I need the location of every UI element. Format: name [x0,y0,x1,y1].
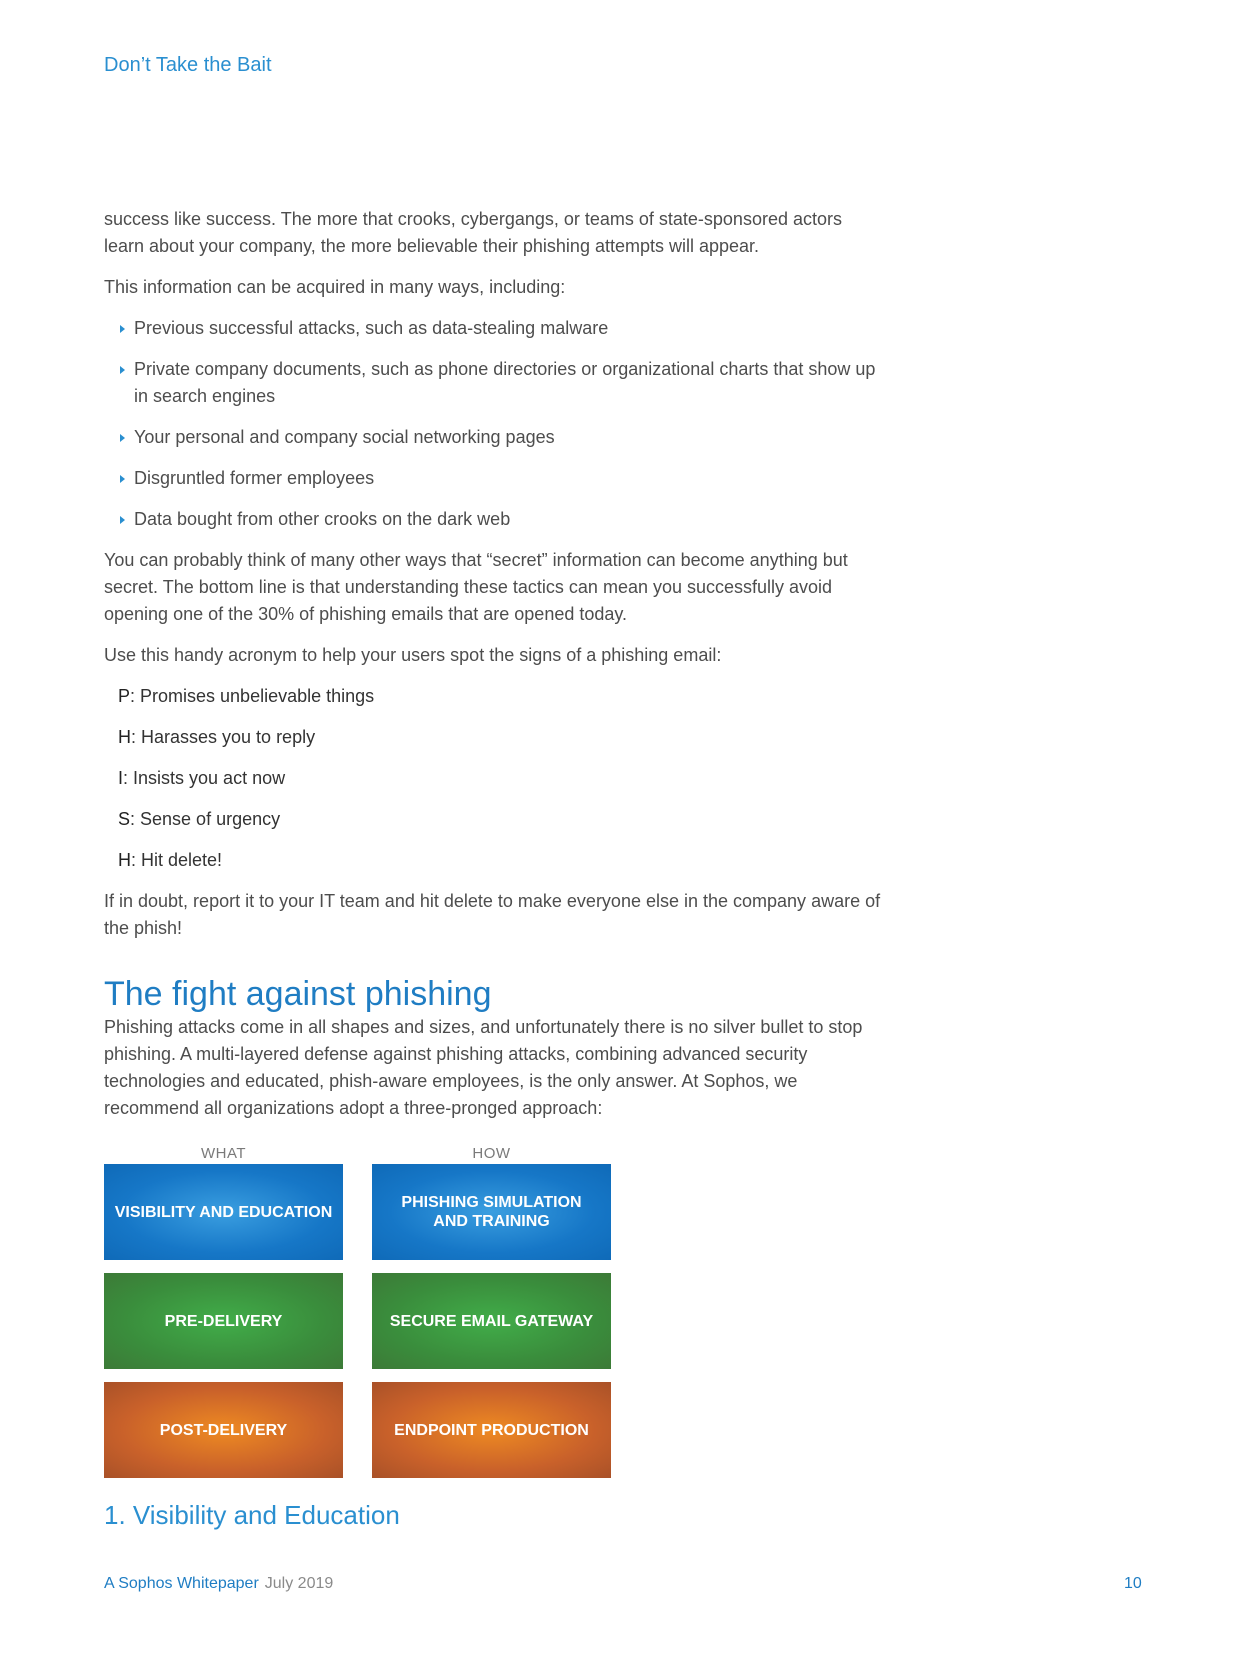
list-item-text: Private company documents, such as phone directories or organizational charts that show up in search engines [134,359,876,406]
acronym-letter: P [118,686,131,706]
acronym-item [118,724,884,751]
box-label: ENDPOINT PRODUCTION [394,1421,589,1439]
bullet-arrow-icon [120,325,125,333]
intro-paragraph-2: This information can be acquired in many ways, including: [104,277,566,297]
box-label: POST-DELIVERY [159,1421,288,1439]
paragraph-report: If in doubt, report it to your IT team and hit delete to make everyone else in the company aware of the phish! [104,891,881,938]
acronym-text: : Harasses you to reply [131,727,316,747]
acronym-item [118,847,884,874]
box-label: VISIBILITY AND EDUCATION [114,1203,333,1221]
box-secure-email-gateway [372,1273,611,1369]
box-post-delivery [104,1382,343,1478]
info-source-list [104,315,884,533]
acronym-text: : Promises unbelievable things [130,686,375,706]
section-paragraph: Phishing attacks come in all shapes and sizes, and unfortunately there is no silver bullet to stop phishing. A multi-layered defense against phishing attacks, combining advanced security technologies and educated, phish-aware employees, is the only answer. At Sophos, we recommend all organizations adopt a three-pronged approach: [104,1017,863,1118]
acronym-letter: H [118,727,131,747]
column-header-how: HOW [472,1145,511,1162]
bullet-arrow-icon [120,434,125,442]
subsection-title: 1. Visibility and Education [104,1500,400,1530]
box-endpoint-production [372,1382,611,1478]
bullet-arrow-icon [120,475,125,483]
box-label: PRE-DELIVERY [164,1312,283,1330]
acronym-item [118,765,884,792]
footer-brand: A Sophos Whitepaper [104,1575,259,1592]
column-header-what: WHAT [200,1145,247,1162]
list-item [134,465,884,492]
list-item-text: Data bought from other crooks on the dark web [134,509,511,529]
running-header: Don’t Take the Bait [104,54,272,76]
box-pre-delivery [104,1273,343,1369]
list-item-text: Previous successful attacks, such as data-stealing malware [134,318,609,338]
footer-date: July 2019 [264,1575,334,1592]
box-phishing-simulation [372,1164,611,1260]
list-item [134,315,884,342]
bullet-arrow-icon [120,366,125,374]
three-pronged-diagram [104,1140,624,1485]
list-item-text: Disgruntled former employees [134,468,375,488]
list-item [134,356,884,410]
acronym-text: : Insists you act now [123,768,286,788]
acronym-letter: H [118,850,131,870]
phish-acronym-list [104,683,884,874]
acronym-letter: I [118,768,124,788]
list-item [134,506,884,533]
box-label: PHISHING SIMULATION AND TRAINING [401,1194,582,1230]
list-item [134,424,884,451]
acronym-item [118,806,884,833]
acronym-text: : Sense of urgency [130,809,281,829]
box-label: SECURE EMAIL GATEWAY [389,1312,594,1330]
acronym-text: : Hit delete! [131,850,223,870]
box-visibility-education [104,1164,343,1260]
list-item-text: Your personal and company social networking pages [134,427,555,447]
acronym-letter: S [118,809,131,829]
acronym-item [118,683,884,710]
footer [104,1575,333,1593]
intro-paragraph-1: success like success. The more that crooks, cybergangs, or teams of state-sponsored actors learn about your company, the more believable their phishing attempts will appear. [104,209,842,256]
paragraph-secret-info: You can probably think of many other ways that “secret” information can become anything but secret. The bottom line is that understanding these tactics can mean you successfully avoid opening one of the 30% of phishing emails that are opened today. [104,550,848,624]
section-title: The fight against phishing [104,975,492,1013]
main-content [104,206,884,1485]
page-number: 10 [1124,1575,1142,1592]
paragraph-acronym-intro: Use this handy acronym to help your users spot the signs of a phishing email: [104,645,722,665]
bullet-arrow-icon [120,516,125,524]
